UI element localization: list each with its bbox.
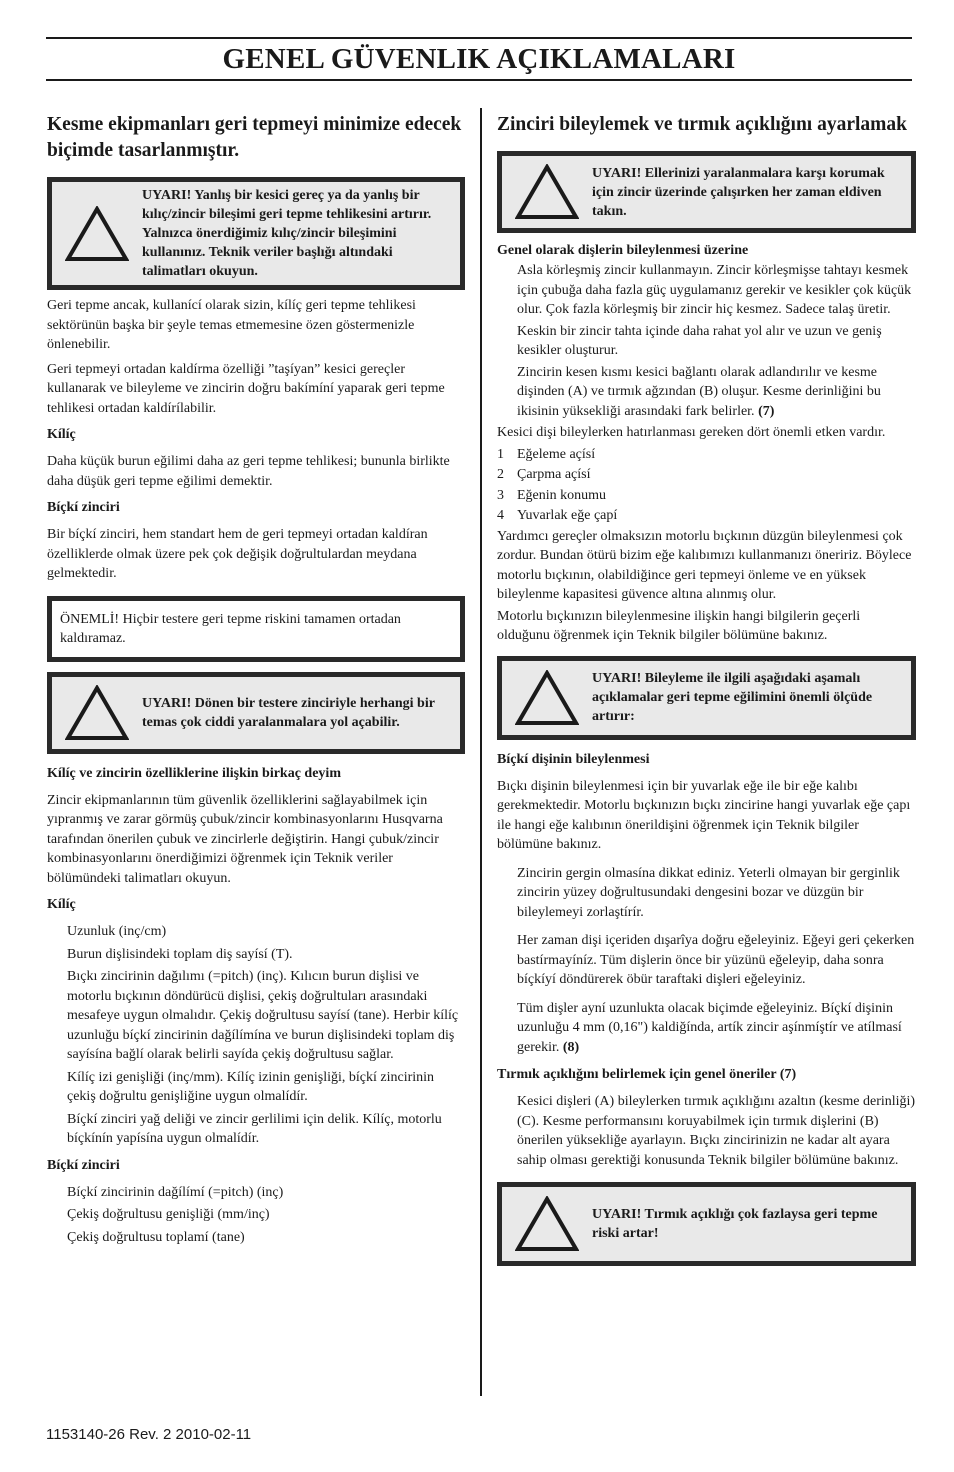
- list-item: [497, 486, 916, 507]
- warning-box: [497, 656, 916, 740]
- important-note: ÖNEMLİ! Hiçbir testere geri tepme riskini tamamen ortadan kaldıramaz.: [47, 596, 465, 662]
- paragraph: Asla körleşmiş zincir kullanmayın. Zincir körleşmişse tahtayı kesmek için çubuğa daha fazla güç uygulamanız gerekir ve kesikler çok küçük olur. Çok fazla körleşmiş bir zincir hiç kesmez. Sadece talaş üretir.: [517, 263, 912, 317]
- subheading: Kílíç: [47, 427, 76, 442]
- paragraph: Motorlu bıçkınızın bileylenmesine ilişkin hangi bilgilerin geçerli olduğunu öğrenmek için Teknik bilgiler bölümüne bakınız.: [497, 608, 861, 643]
- warning-text: UYARI! Ellerinizi yaralanmalara karşı korumak için zincir üzerinde çalışırken her zaman eldiven takın.: [592, 165, 885, 219]
- left-heading: Kesme ekipmanları geri tepmeyi minimize edecek biçimde tasarlanmıştır.: [47, 114, 462, 161]
- list-text: Çarpma açísí: [517, 467, 591, 482]
- spec-item: Bıçkı zincirinin dağılımı (=pitch) (inç). Kılıcın burun dişlisi ve motorlu bıçkının döndürücü dişlisi, çekiş doğrultuları arasındaki mesafeye uygun olmalıdır. Çekiş doğrultusu sayísí (tane). Herbir kílíç uzunluğu bíçkí zincirinin dağílímína ve burun dişlisindeki toplam diş sayísína bağlí olarak belirli sayída çekiş doğrultusu sağlar.: [67, 969, 459, 1062]
- spec-item: Bíçkí zincirinin dağílímí (=pitch) (inç): [67, 1184, 284, 1200]
- subheading: Kílíç: [47, 897, 76, 912]
- list-item: [497, 465, 916, 486]
- paragraph: [497, 363, 916, 422]
- list-number: 3: [497, 487, 504, 503]
- list-number: 2: [497, 467, 504, 482]
- page-header: [46, 37, 912, 81]
- left-column: [47, 112, 465, 1250]
- warning-box: [497, 151, 916, 233]
- paragraph: Kesici dişleri (A) bileylerken tırmık açıklığını azaltın (kesme derinliği) (C). Kesme performansını koruyabilmek için tırmık dişlerini (B) önerilen yüksekliğe ayarlayın. Bıçkı zincirinizin ne kadar alt ayara sahip olması gerektiği konusunda Teknik bilgiler bölümüne bakınız.: [517, 1094, 916, 1168]
- paragraph: Zincirin gergin olmasína dikkat ediniz. Yeterli olmayan bir gerginlik zincirin yüzey doğrultusundaki dengesini bozar ve düzgün bir bileylemeyi zorlaştírír.: [517, 865, 900, 920]
- list-text: Yuvarlak eğe çapí: [517, 508, 618, 523]
- warning-triangle-icon: [52, 206, 142, 262]
- paragraph-text: Tüm dişler ayní uzunlukta olacak biçimde eğeleyiniz. Bíçkí dişinin uzunluğu 4 mm (0,16") kaldiğínda, artík zincir aşínmíştír ve atílmasí gerekir.: [517, 1000, 902, 1055]
- paragraph: [497, 999, 916, 1058]
- subheading: Genel olarak dişlerin bileylenmesi üzerine: [497, 243, 749, 258]
- paragraph: Bir bíçkí zinciri, hem standart hem de geri tepmeyi ortadan kaldíran özelliklerde olmak üzere pek çok değişik doğrultulardan meydana gelmektedir.: [47, 527, 428, 581]
- subheading: Kílíç ve zincirin özelliklerine ilişkin birkaç deyim: [47, 765, 341, 781]
- paragraph: Kesici dişi bileylerken hatırlanması gereken dört önemli etken vardır.: [497, 425, 886, 440]
- paragraph: Bıçkı dişinin bileylenmesi için bir yuvarlak eğe ile bir eğe kalıbı gerekmektedir. Motorlu bıçkınızın bıçkı zincirine hangi yuvarlak eğe çapı ile hangi eğe kalıbının önerildişini öğrenmek için Teknik bilgiler bölümüne bakınız.: [497, 778, 911, 852]
- paragraph: Geri tepmeyi ortadan kaldírma özelliği ”taşíyan” kesici gereçler kullanarak ve bileyleme ve zincirin doğru bakímíní yaparak geri tepme tehlikesi ortadan kaldírílabilir.: [47, 361, 445, 416]
- spec-item: Kílíç izi genişliği (inç/mm). Kílíç izinin genişliği, bíçkí zincirinin çekiş doğrultu genişliğine uygun olmalídír.: [67, 1069, 435, 1104]
- paragraph: Geri tepme ancak, kullanící olarak sizin, kílíç geri tepme tehlikesi sektörünün başka bir şeyle temas etmemesine özen göstermenizle önlenebilir.: [47, 298, 416, 352]
- right-column: [497, 112, 916, 1272]
- warning-triangle-icon: [52, 685, 142, 741]
- spec-item: Bíçkí zinciri yağ deliği ve zincir gerlilimi için delik. Kílíç, motorlu bíçkínín yapísína uygun olmalídír.: [67, 1111, 442, 1146]
- column-divider: [480, 108, 482, 1396]
- warning-box: [47, 672, 465, 754]
- list-item: [497, 506, 916, 527]
- paragraph: Yardımcı gereçler olmaksızın motorlu bıçkının düzgün bileylenmesi çok zordur. Bundan ötürü bizim eğe kalıbımızı kullanmanızı öneririz. Böylece motorlu bıçkının, olabildiğince geri tepmeyi önleme ve en yüksek bileylenme kapasitesi güvence altına alınmış olur.: [497, 528, 912, 602]
- spec-item: Uzunluk (inç/cm): [67, 924, 167, 939]
- list-number: 4: [497, 508, 504, 523]
- subheading: Bíçkí zinciri: [47, 500, 120, 515]
- spec-item: Çekiş doğrultusu genişliği (mm/inç): [67, 1207, 270, 1222]
- warning-box: [497, 1182, 916, 1266]
- warning-triangle-icon: [502, 164, 592, 220]
- paragraph-text: Zincirin kesen kısmı kesici bağlantı olarak adlandırılır ve kesme dişinden (A) ve tırmık ağzından (B) oluşur. Kesme derinliğini bu ikisinin yüksekliği arasındaki fark belirler.: [517, 364, 881, 419]
- warning-text: UYARI! Tırmık açıklığı çok fazlaysa geri tepme riski artar!: [592, 1207, 878, 1241]
- list-text: Eğeleme açísí: [517, 446, 596, 462]
- right-heading: Zinciri bileylemek ve tırmık açıklığını ayarlamak: [497, 114, 908, 135]
- page-title: GENEL GÜVENLIK AÇIKLAMALARI: [222, 42, 736, 75]
- subheading: Bíçkí zinciri: [47, 1157, 120, 1173]
- subheading: Tırmık açıklığını belirlemek için genel öneriler (7): [497, 1067, 797, 1082]
- paragraph: Keskin bir zincir tahta içinde daha rahat yol alır ve uzun ve geniş kesikler oluşturur.: [517, 323, 882, 358]
- warning-text: UYARI! Bileyleme ile ilgili aşağıdaki aşamalı açıklamalar geri tepme eğilimini önemli ölçüde artırır:: [592, 671, 873, 724]
- warning-triangle-icon: [502, 670, 592, 726]
- warning-triangle-icon: [502, 1196, 592, 1252]
- warning-box: [47, 177, 465, 290]
- paragraph: Her zaman dişi içeriden dışarîya doğru eğeleyiniz. Eğeyi geri çekerken bastírmayíníz. Tüm dişlerin önce bir yüzünü eğeleyip, daha sonra bíçkíyí döndürerek öbür taraftaki dişleri eğeleyiniz.: [517, 933, 915, 987]
- subheading: Bíçkí dişinin bileylenmesi: [497, 751, 650, 767]
- list-text: Eğenin konumu: [517, 487, 607, 503]
- warning-text: UYARI! Yanlış bir kesici gereç ya da yanlış bir kılıç/zincir bileşimi geri tepme tehlikesini artırır. Yalnızca önerdiğimiz kılıç/zincir bileşimini kullanınız. Teknik veriler başlığı altındaki talimatları okuyun.: [142, 188, 432, 279]
- figure-ref: (8): [562, 1039, 580, 1055]
- paragraph: Daha küçük burun eğilimi daha az geri tepme tehlikesi; bununla birlikte daha düşük geri tepme eğilimi demektir.: [47, 454, 450, 489]
- warning-text: UYARI! Dönen bir testere zinciriyle herhangi bir temas çok ciddi yaralanmalara yol açabilir.: [142, 695, 435, 730]
- paragraph: Zincir ekipmanlarının tüm güvenlik özelliklerini sağlayabilmek için yıpranmış ve zarar görmüş çubuk/zincir kombinasyonlarını Husqvarna tarafından önerilen çubuk ve zincirlerle değiştirin. Hangi çubuk/zincir kombinasyonlarını önerdiğimizi öğrenmek için Teknik veriler bölümündeki talimatları okuyun.: [47, 792, 443, 886]
- list-item: [497, 445, 916, 466]
- spec-item: Burun dişlisindeki toplam diş sayísí (T).: [67, 946, 293, 962]
- spec-item: Çekiş doğrultusu toplamí (tane): [67, 1229, 245, 1245]
- list-number: 1: [497, 446, 504, 462]
- figure-ref: (7): [758, 403, 775, 419]
- document-code: 1153140-26 Rev. 2 2010-02-11: [46, 1426, 252, 1443]
